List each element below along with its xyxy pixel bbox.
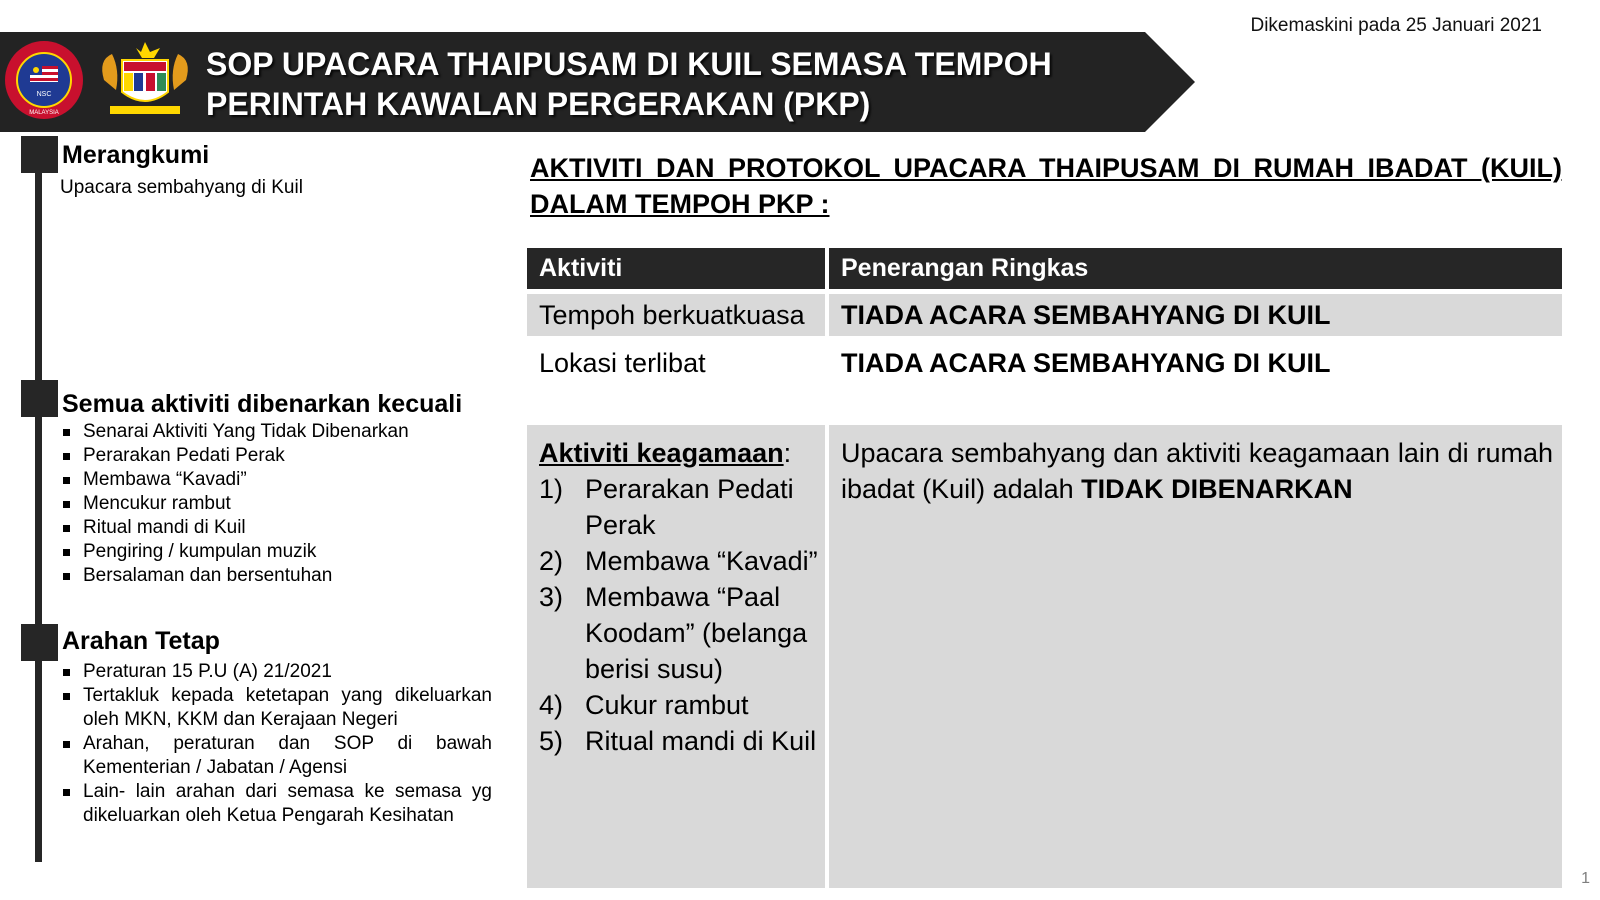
list-item: Perarakan Pedati Perak <box>62 444 492 468</box>
list-item: 5) Ritual mandi di Kuil <box>539 726 817 756</box>
list-item: Bersalaman dan bersentuhan <box>62 564 492 588</box>
list-item: Membawa “Kavadi” <box>62 468 492 492</box>
list-arahan <box>62 660 492 828</box>
table-cell-activities <box>527 425 825 888</box>
list-item: Pengiring / kumpulan muzik <box>62 540 492 564</box>
list-item: 1) Perarakan Pedati Perak <box>539 474 794 540</box>
right-heading: AKTIVITI DAN PROTOKOL UPACARA THAIPUSAM DI RUMAH IBADAT (KUIL) DALAM TEMPOH PKP : <box>530 153 1562 219</box>
activities-title: Aktiviti keagamaan: <box>539 438 792 468</box>
list-item: Arahan, peraturan dan SOP di bawah Kementerian / Jabatan / Agensi <box>62 732 492 780</box>
table-header-cell <box>527 248 825 289</box>
table-row-value: TIADA ACARA SEMBAHYANG DI KUIL <box>841 300 1331 330</box>
nsc-logo-icon <box>4 40 84 120</box>
list-item: 2) Membawa “Kavadi” <box>539 546 818 576</box>
coat-of-arms-icon <box>90 40 200 120</box>
list-item: Tertakluk kepada ketetapan yang dikeluarkan oleh MKN, KKM dan Kerajaan Negeri <box>62 684 492 732</box>
activities-list <box>539 471 824 759</box>
nsc-logo-text: NSC <box>36 91 52 98</box>
timeline-node <box>21 624 58 661</box>
timeline-node <box>21 136 58 173</box>
updated-date: Dikemaskini pada 25 Januari 2021 <box>1250 15 1542 36</box>
list-item: Lain- lain arahan dari semasa ke semasa yg dikeluarkan oleh Ketua Pengarah Kesihatan <box>62 780 492 828</box>
activities-description: Upacara sembahyang dan aktiviti keagamaan lain di rumah ibadat (Kuil) adalah TIDAK DIBENARKAN <box>841 438 1553 504</box>
timeline-line <box>35 140 42 862</box>
list-item: 3) Membawa “Paal Koodam” (belanga berisi susu) <box>539 582 808 684</box>
list-dibenarkan <box>62 420 492 588</box>
nsc-logo-bottom-text: MALAYSIA <box>29 110 59 116</box>
list-item: Peraturan 15 P.U (A) 21/2021 <box>62 660 492 684</box>
section-title-dibenarkan: Semua aktiviti dibenarkan kecuali <box>62 390 463 418</box>
table-header-cell <box>829 248 1562 289</box>
list-item: Senarai Aktiviti Yang Tidak Dibenarkan <box>62 420 492 444</box>
table-header-penerangan: Penerangan Ringkas <box>841 254 1089 282</box>
table-row-value: TIADA ACARA SEMBAHYANG DI KUIL <box>841 348 1331 378</box>
table-cell-description <box>829 425 1562 888</box>
timeline-node <box>21 380 58 417</box>
banner-title-line2: PERINTAH KAWALAN PERGERAKAN (PKP) <box>206 86 871 122</box>
page-number: 1 <box>1581 870 1590 887</box>
list-item: 4) Cukur rambut <box>539 690 749 720</box>
table-row-label: Tempoh berkuatkuasa <box>539 300 805 330</box>
table-row-label: Lokasi terlibat <box>539 348 706 378</box>
list-item: Ritual mandi di Kuil <box>62 516 492 540</box>
section-title-arahan: Arahan Tetap <box>62 627 220 655</box>
list-item: Mencukur rambut <box>62 492 492 516</box>
section-title-merangkumi: Merangkumi <box>62 141 210 169</box>
table-header-aktiviti: Aktiviti <box>539 254 623 282</box>
section-text-merangkumi: Upacara sembahyang di Kuil <box>60 177 303 198</box>
banner-title <box>206 44 1146 124</box>
banner-title-line1: SOP UPACARA THAIPUSAM DI KUIL SEMASA TEMPOH <box>206 46 1052 82</box>
